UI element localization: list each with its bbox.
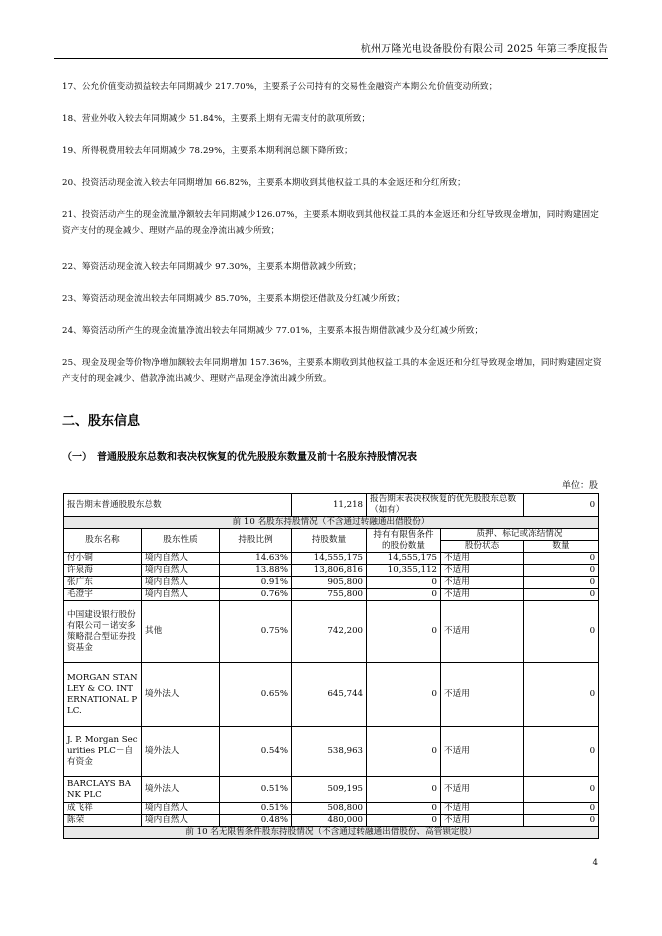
holder-name: 付小铜 [64, 553, 142, 565]
header-nature: 股东性质 [142, 529, 220, 553]
holder-ratio: 0.91% [220, 577, 292, 589]
holder-nature: 境外法人 [142, 663, 220, 727]
holder-nature: 境内自然人 [142, 577, 220, 589]
holder-name: 中国建设银行股份有限公司－诺安多策略混合型证券投资基金 [64, 601, 142, 663]
holder-restricted: 0 [367, 601, 441, 663]
holder-ratio: 0.54% [220, 727, 292, 777]
holder-pledge-status: 不适用 [441, 589, 524, 601]
holder-pledge-status: 不适用 [441, 777, 524, 803]
note-20: 20、投资活动现金流入较去年同期增加 66.82%，主要系本期收到其他权益工具的本金返还和分红所致； [62, 178, 466, 188]
holder-pledge-qty: 0 [524, 663, 599, 727]
holder-restricted: 0 [367, 777, 441, 803]
header-restricted: 持有有限售条件的股份数量 [367, 529, 441, 553]
table-row [64, 565, 599, 577]
holder-pledge-qty: 0 [524, 565, 599, 577]
holder-pledge-qty: 0 [524, 727, 599, 777]
table-row-unrestricted-band [64, 827, 599, 839]
section-title-shareholder-info: 二、股东信息 [62, 414, 141, 429]
table-row [64, 815, 599, 827]
subsection-title-top10: （一） 普通股股东总数和表决权恢复的优先股股东数量及前十名股东持股情况表 [62, 452, 417, 463]
holder-restricted: 0 [367, 803, 441, 815]
preferred-holders-value: 0 [524, 494, 599, 517]
holder-ratio: 0.76% [220, 589, 292, 601]
holder-pledge-status: 不适用 [441, 815, 524, 827]
header-pledge-group: 质押、标记或冻结情况 [441, 529, 599, 541]
holder-pledge-qty: 0 [524, 777, 599, 803]
table-row [64, 553, 599, 565]
holder-restricted: 14,555,175 [367, 553, 441, 565]
total-holders-label: 报告期末普通股股东总数 [64, 494, 292, 517]
holder-restricted: 0 [367, 663, 441, 727]
holder-pledge-qty: 0 [524, 553, 599, 565]
header-name: 股东名称 [64, 529, 142, 553]
holder-pledge-status: 不适用 [441, 663, 524, 727]
holder-ratio: 0.75% [220, 601, 292, 663]
holder-ratio: 14.63% [220, 553, 292, 565]
holder-shares: 742,200 [292, 601, 367, 663]
shareholder-table [63, 493, 599, 839]
holder-restricted: 0 [367, 589, 441, 601]
report-header-title: 杭州万隆光电设备股份有限公司 2025 年第三季度报告 [360, 44, 608, 55]
holder-restricted: 0 [367, 815, 441, 827]
holder-shares: 905,800 [292, 577, 367, 589]
table-row [64, 803, 599, 815]
header-pledge-qty: 数量 [524, 541, 599, 553]
holder-name: 许泉海 [64, 565, 142, 577]
unit-label: 单位：股 [561, 481, 598, 491]
holder-pledge-qty: 0 [524, 803, 599, 815]
holder-pledge-status: 不适用 [441, 803, 524, 815]
table-row [64, 727, 599, 777]
page-number: 4 [592, 858, 598, 868]
table-row [64, 663, 599, 727]
holder-pledge-status: 不适用 [441, 601, 524, 663]
holder-pledge-status: 不适用 [441, 577, 524, 589]
holder-shares: 14,555,175 [292, 553, 367, 565]
table-header-row-1 [64, 529, 599, 541]
holder-name: BARCLAYS BANK PLC [64, 777, 142, 803]
holder-name: 成飞祥 [64, 803, 142, 815]
preferred-holders-label: 报告期末表决权恢复的优先股股东总数（如有） [367, 494, 524, 517]
top10-band-title: 前 10 名股东持股情况（不含通过转融通出借股份） [64, 517, 599, 529]
holder-restricted: 0 [367, 577, 441, 589]
holder-ratio: 0.48% [220, 815, 292, 827]
holder-shares: 645,744 [292, 663, 367, 727]
holder-ratio: 0.51% [220, 777, 292, 803]
note-21: 21、投资活动产生的现金流量净额较去年同期减少126.07%，主要系本期收到其他权益工具的本金返还和分红导致现金增加，同时购建固定资产支付的现金减少、理财产品的现金净流出减少所致； [62, 210, 599, 236]
holder-nature: 境内自然人 [142, 803, 220, 815]
holder-shares: 480,000 [292, 815, 367, 827]
holder-pledge-qty: 0 [524, 601, 599, 663]
unrestricted-band-title: 前 10 名无限售条件股东持股情况（不含通过转融通出借股份、高管锁定股） [64, 827, 599, 839]
table-row-top10-band [64, 517, 599, 529]
holder-pledge-status: 不适用 [441, 553, 524, 565]
holder-nature: 境内自然人 [142, 565, 220, 577]
holder-name: J. P. Morgan Securities PLC－自有资金 [64, 727, 142, 777]
table-row [64, 601, 599, 663]
note-25: 25、现金及现金等价物净增加额较去年同期增加 157.36%，主要系本期收到其他权益工具的本金返还和分红导致现金增加，同时购建固定资产支付的现金减少、借款净流出减少、理财产品现金净流出减少所致。 [62, 358, 602, 384]
holder-name: 张广东 [64, 577, 142, 589]
total-holders-value: 11,218 [292, 494, 367, 517]
holder-restricted: 10,355,112 [367, 565, 441, 577]
holder-shares: 508,800 [292, 803, 367, 815]
note-18: 18、营业外收入较去年同期减少 51.84%，主要系上期有无需支付的款项所致； [62, 114, 371, 124]
holder-restricted: 0 [367, 727, 441, 777]
holder-shares: 755,800 [292, 589, 367, 601]
holder-name: 陈荣 [64, 815, 142, 827]
holder-name: 毛澄宇 [64, 589, 142, 601]
table-row [64, 577, 599, 589]
header-ratio: 持股比例 [220, 529, 292, 553]
holder-nature: 境内自然人 [142, 589, 220, 601]
table-row [64, 777, 599, 803]
table-row [64, 589, 599, 601]
holder-ratio: 0.65% [220, 663, 292, 727]
header-rule [54, 58, 608, 59]
holder-shares: 509,195 [292, 777, 367, 803]
note-24: 24、筹资活动所产生的现金流量净流出较去年同期减少 77.01%，主要系本报告期借款减少及分红减少所致； [62, 326, 484, 336]
table-row-totals [64, 494, 599, 517]
note-22: 22、筹资活动现金流入较去年同期减少 97.30%，主要系本期借款减少所致； [62, 262, 362, 272]
holder-pledge-status: 不适用 [441, 565, 524, 577]
holder-name: MORGAN STANLEY & CO. INTERNATIONAL PLC. [64, 663, 142, 727]
header-shares: 持股数量 [292, 529, 367, 553]
holder-ratio: 0.51% [220, 803, 292, 815]
holder-nature: 境内自然人 [142, 815, 220, 827]
holder-pledge-qty: 0 [524, 815, 599, 827]
holder-nature: 其他 [142, 601, 220, 663]
holder-ratio: 13.88% [220, 565, 292, 577]
holder-nature: 境外法人 [142, 777, 220, 803]
note-23: 23、筹资活动现金流出较去年同期减少 85.70%，主要系本期偿还借款及分红减少所致； [62, 294, 405, 304]
holder-shares: 13,806,816 [292, 565, 367, 577]
holder-pledge-status: 不适用 [441, 727, 524, 777]
note-19: 19、所得税费用较去年同期减少 78.29%，主要系本期利润总额下降所致； [62, 146, 353, 156]
holder-pledge-qty: 0 [524, 589, 599, 601]
holder-nature: 境内自然人 [142, 553, 220, 565]
holder-nature: 境外法人 [142, 727, 220, 777]
note-17: 17、公允价值变动损益较去年同期减少 217.70%，主要系子公司持有的交易性金融资产本期公允价值变动所致； [62, 82, 498, 92]
header-pledge-status: 股份状态 [441, 541, 524, 553]
holder-shares: 538,963 [292, 727, 367, 777]
holder-pledge-qty: 0 [524, 577, 599, 589]
